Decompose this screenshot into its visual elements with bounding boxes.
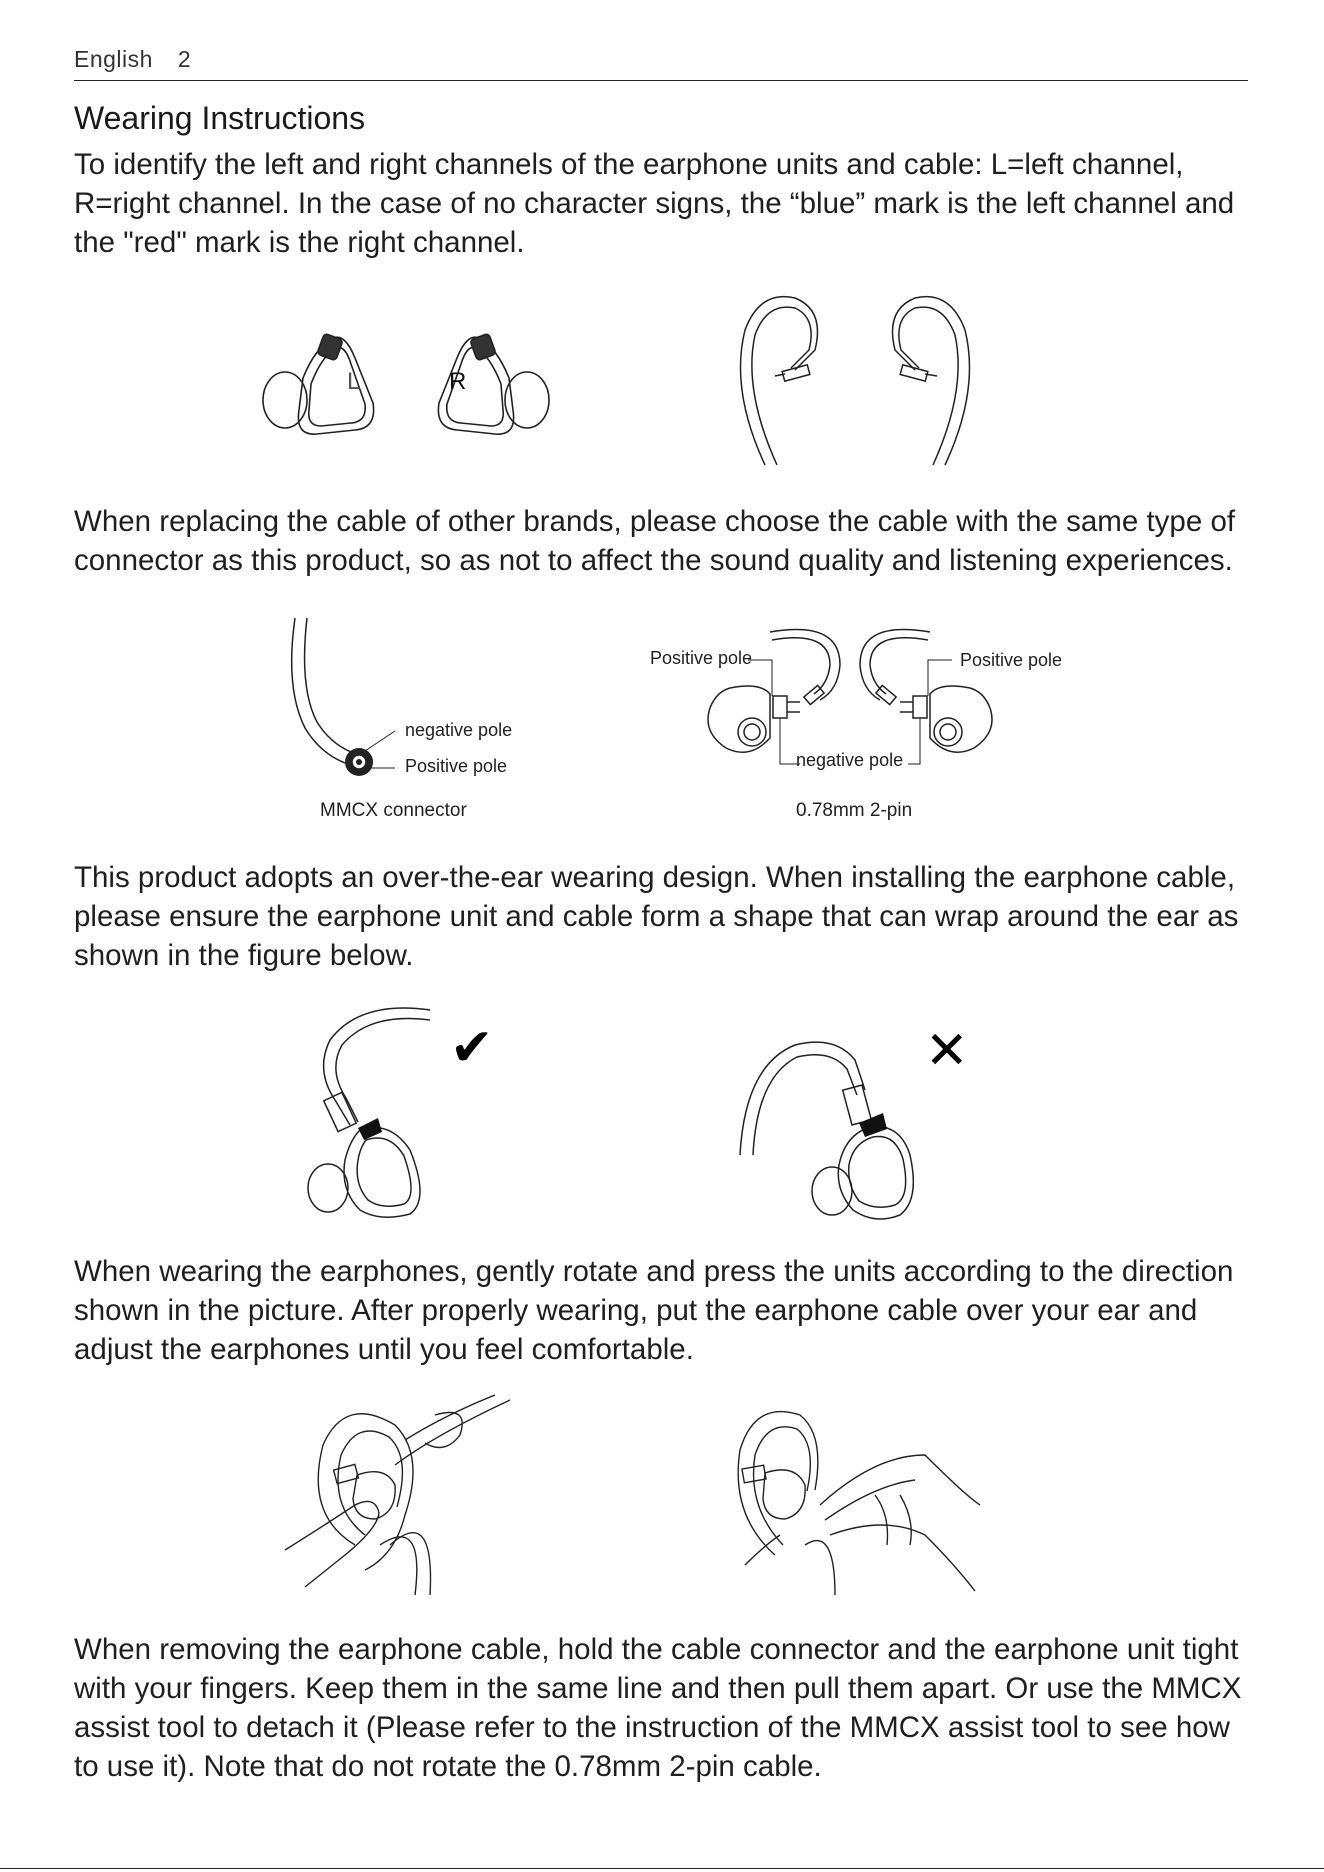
two-pin-illustration [640,620,1063,770]
page-header [74,46,1248,81]
cable-lr-illustration [725,290,985,470]
paragraph-wearing: When wearing the earphones, gently rotate and press the units according to the direction shown in the picture. After properly wearing, put the earphone cable over your ear and adjust the earphones until you feel comfortable. [74,1255,1234,1366]
figure-2pin-connector [640,620,1063,770]
mmcx-cable-illustration [285,618,385,788]
mmcx-caption: MMCX connector [320,800,467,821]
earphone-units-illustration [255,318,555,448]
paragraph-over-ear-design: This product adopts an over-the-ear wearing design. When installing the earphone cable, please ensure the earphone unit and cable form a shape that can wrap around the ear as shown in the figure below. [74,861,1239,972]
correct-check-icon: ✔ [450,1019,494,1077]
wearing-ear-illustration [285,1395,525,1595]
left-unit-letter: L [347,368,361,395]
pin-negative-label: negative pole [796,750,904,770]
bottom-divider [0,1868,1324,1869]
section-title: Wearing Instructions [74,100,366,136]
figure-cable-lr [725,290,985,470]
wrong-earphone-illustration [735,1005,935,1230]
figure-left-right-units [255,318,555,448]
wearing-hand-illustration [725,1395,985,1595]
pin-caption: 0.78mm 2-pin [796,800,913,821]
correct-earphone-illustration [300,1000,460,1225]
figure-correct-shape [300,1000,494,1225]
paragraph-removing-cable: When removing the earphone cable, hold the cable connector and the earphone unit tight with your fingers. Keep them in the same line and then pull them apart. Or use the MMCX assist tool to detach it (Please refer to the instruction of the MMCX assist tool to see how to use it). Note that do not rotate the 0.78mm 2-pin cable. [74,1633,1242,1783]
page-number: 2 [177,46,192,72]
paragraph-replacing-cable: When replacing the cable of other brands, please choose the cable with the same type of connector as this product, so as not to affect the sound quality and listening experiences. [74,505,1236,577]
right-unit-letter: R [449,368,467,395]
mmcx-positive-label: Positive pole [405,756,508,776]
figure-wrong-shape [735,1005,969,1230]
figure-wearing-left [285,1395,525,1595]
pin-positive-left-label: Positive pole [650,648,753,668]
paragraph-channels: To identify the left and right channels of the earphone units and cable: L=left channel, R=right channel. In the case of no character signs, the “blue” mark is the left channel and the "red" mark is the right channel. [74,148,1235,259]
figure-mmcx-connector [285,618,513,788]
wrong-cross-icon: ✕ [925,1022,969,1080]
figure-wearing-right [725,1395,985,1595]
mmcx-negative-label: negative pole [405,720,513,740]
header-language: English [74,46,153,72]
pin-positive-right-label: Positive pole [960,650,1063,670]
